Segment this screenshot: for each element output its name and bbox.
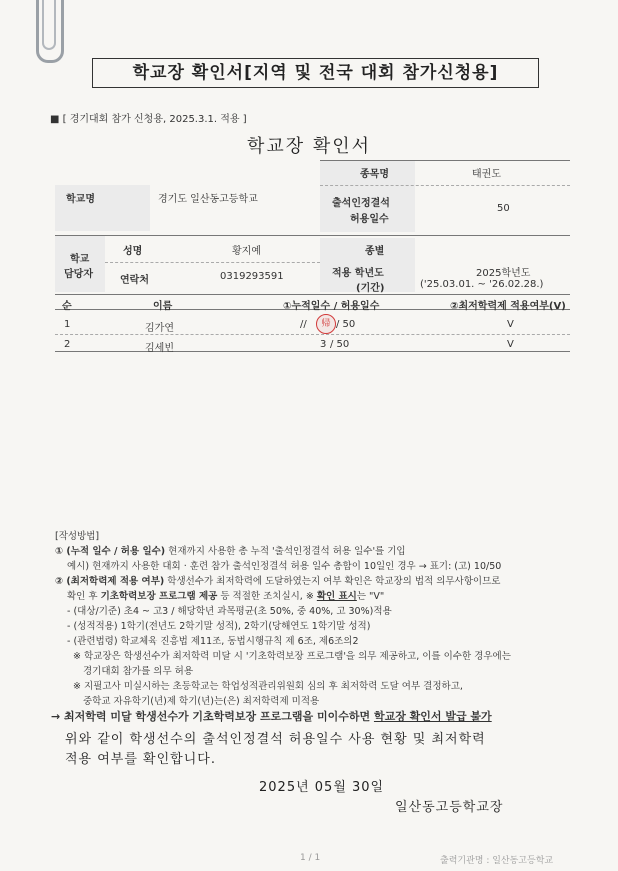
method-line-3: [55, 574, 595, 589]
footer-page: 1 / 1: [300, 853, 321, 863]
year-value-2: ('25.03.01. ~ '26.02.28.): [420, 279, 544, 290]
rule: [320, 160, 570, 161]
name-value: 황지예: [232, 246, 261, 257]
event-value: 태권도: [472, 169, 501, 180]
method-line-2: 예시) 현재까지 사용한 대회 · 훈련 참가 출석인정결석 허용 일수 총합이 10일인 경우 → 표기: (고) 10/50: [67, 561, 502, 572]
confirm-line-2: 적용 여부를 확인합니다.: [65, 752, 216, 767]
method-line-4a: 확인 후: [67, 591, 101, 602]
method-line-12b: 학교장 확인서 발급 불가: [373, 710, 492, 723]
roster-row-1-allowed: / 50: [336, 319, 356, 330]
method-line-5: - (대상/기준) 초4 ~ 고3 / 해당학년 과목평균(초 50%, 중 40%, 고 30%)적용: [67, 606, 392, 617]
notice-line: ■ [ 경기대회 참가 신청용, 2025.3.1. 적용 ]: [50, 114, 247, 125]
contact-value: 0319293591: [220, 271, 284, 282]
roster-row-2-check: V: [507, 339, 514, 350]
banner-title: 학교장 확인서[지역 및 전국 대회 참가신청용]: [92, 58, 539, 88]
roster-row-1-days: //: [300, 319, 307, 330]
roster-row-2-days: 3: [320, 339, 327, 350]
footer-issuer: 출력기관명 : 일산동고등학교: [440, 856, 554, 866]
method-line-11: 중학교 자유학기(년)제 학기(년)는(은) 최저학력제 미적용: [83, 696, 320, 707]
rule: [55, 294, 570, 295]
method-line-4b: 기초학력보장 프로그램 제공: [100, 591, 218, 602]
roster-header-days: ①누적일수 / 허용일수: [283, 301, 380, 312]
year-label-2: (기간): [356, 283, 385, 294]
method-section: [51, 529, 595, 724]
contact-label: 연락처: [120, 275, 149, 286]
method-line-12a: → 최저학력 미달 학생선수가 기초학력보장 프로그램을 미이수하면: [51, 710, 374, 723]
method-line-8: ※ 학교장은 학생선수가 최저학력 미달 시 '기초학력보장 프로그램'을 의무 제공하고, 이를 이수한 경우에는: [73, 651, 511, 662]
method-line-6: - (성적적용) 1학기(전년도 2학기말 성적), 2학기(당해연도 1학기말 성적): [67, 621, 371, 632]
roster-header-no: 순: [62, 301, 72, 312]
rule: [320, 185, 570, 186]
year-value-1: 2025학년도: [476, 268, 531, 279]
staff-label-2: 담당자: [64, 269, 93, 280]
method-line-10: ※ 지필고사 미실시하는 초등학교는 학업성적관리위원회 심의 후 최저학력 도달 여부 결정하고,: [73, 681, 463, 692]
method-line-12: [51, 709, 595, 724]
method-line-1b: 현재까지 사용한 총 누적 '출석인정결석 허용 일수'를 기입: [165, 546, 406, 557]
rule: [55, 235, 570, 236]
method-line-7: - (관련법령) 학교체육 진흥법 제11조, 동법시행규칙 제 6조, 제6조의2: [67, 636, 359, 647]
roster-row-1-check: V: [507, 319, 514, 330]
principal-name: 일산동고등학교장: [395, 800, 504, 815]
sign-label: 종별: [365, 246, 385, 257]
method-line-3a: ② (최저학력제 적용 여부): [55, 576, 165, 587]
method-line-1: [55, 544, 595, 559]
rule: [105, 262, 320, 263]
roster-row-2-name: 김세빈: [145, 343, 174, 354]
method-line-1a: ① (누적 일수 / 허용 일수): [55, 546, 166, 557]
roster-row-2-allowed: / 50: [330, 339, 350, 350]
roster-row-1-name: 김가연: [145, 323, 174, 334]
rule: [55, 334, 570, 335]
doc-title: 학교장 확인서: [246, 136, 372, 157]
roster-row-2-no: 2: [64, 339, 71, 350]
school-label: 학교명: [66, 194, 95, 205]
method-line-4: [55, 589, 595, 604]
rule: [55, 351, 570, 352]
issue-date: 2025년 05월 30일: [259, 780, 385, 795]
year-label-1: 적용 학년도: [332, 268, 384, 279]
paper-clip-inner: [42, 0, 56, 50]
confirm-line-1: 위와 같이 학생선수의 출석인정결석 허용일수 사용 현황 및 최저학력: [65, 732, 486, 747]
roster-header-check: ②최저학력제 적용여부(V): [450, 301, 566, 312]
method-line-4d: 확인 표시: [316, 591, 357, 602]
attendance-value: 50: [497, 203, 510, 214]
seal-stamp: 帰: [316, 314, 336, 334]
roster-row-1-no: 1: [64, 319, 71, 330]
method-line-4c: 등 적절한 조치실시, ※: [217, 591, 317, 602]
attendance-label-2: 허용일수: [350, 214, 389, 225]
roster-header-name: 이름: [153, 301, 173, 312]
staff-label-1: 학교: [70, 254, 90, 265]
event-label: 종목명: [360, 169, 389, 180]
method-line-9: 경기대회 참가를 의무 허용: [83, 666, 194, 677]
method-title: [작성방법]: [55, 531, 100, 542]
method-line-3b: 학생선수가 최저학력에 도달하였는지 여부 확인은 학교장의 법적 의무사항이므로: [164, 576, 501, 587]
school-value: 경기도 일산동고등학교: [158, 194, 258, 205]
attendance-label-1: 출석인정결석: [332, 198, 390, 209]
name-label: 성명: [123, 246, 143, 257]
method-line-4e: 는 "V": [356, 591, 385, 602]
